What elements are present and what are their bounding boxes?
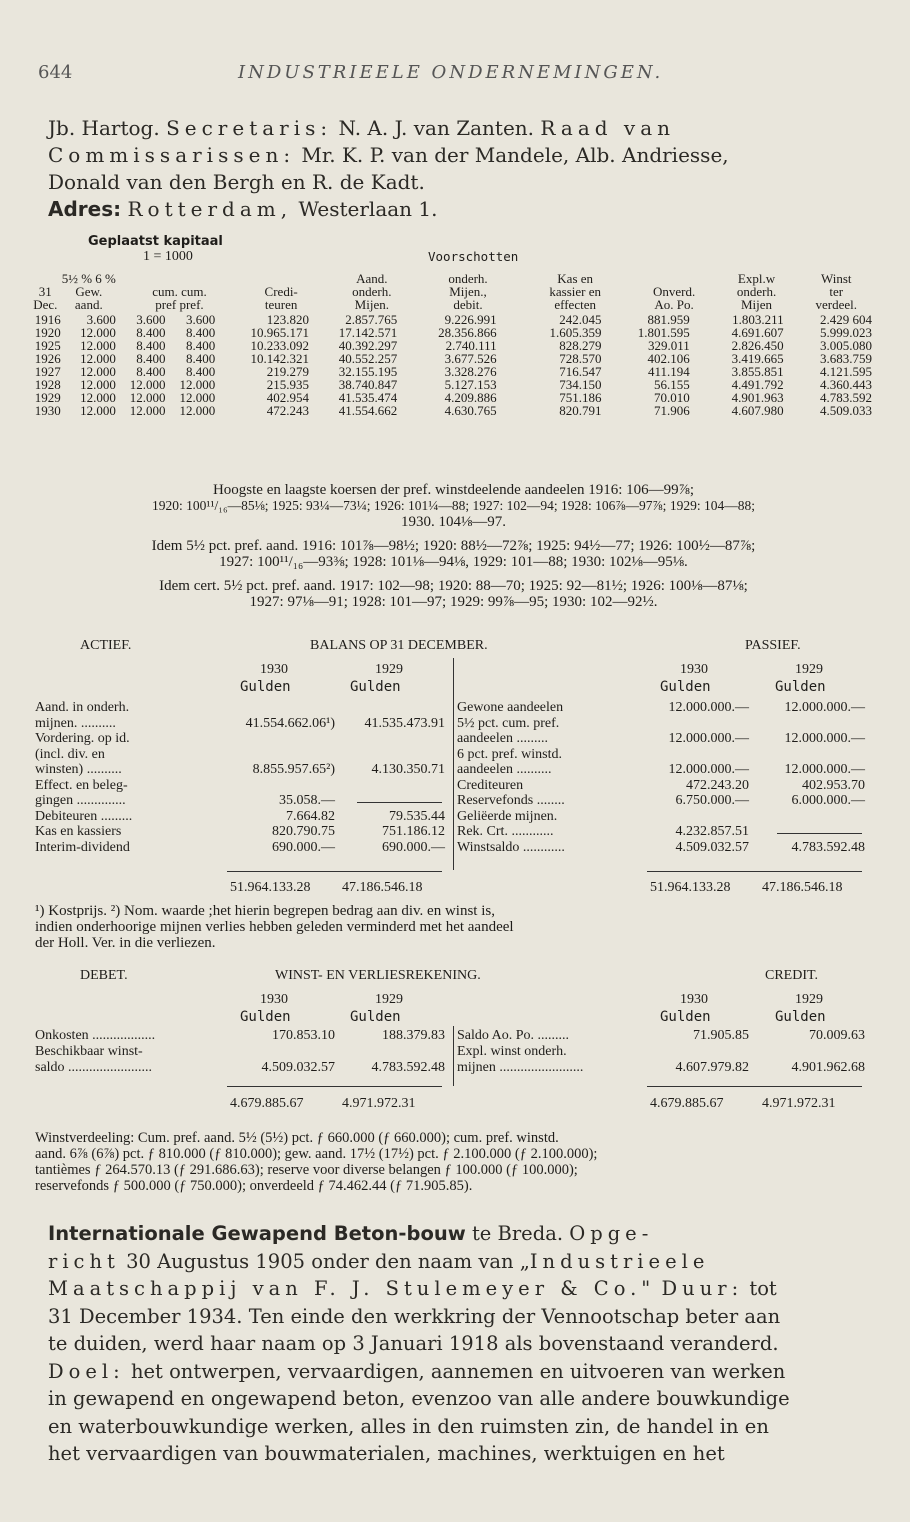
verdeeling-line: reservefonds ƒ 500.000 (ƒ 750.000); onverdeeld ƒ 74.462.44 (ƒ 71.905.85). xyxy=(35,1178,473,1194)
cell: 71.906 xyxy=(654,403,690,418)
item-label: 6 pct. pref. winstd. xyxy=(457,746,562,762)
empty-value-rule xyxy=(777,824,862,834)
intro-text: N. A. J. van Zanten. xyxy=(338,116,535,140)
item-value: 4.783.592.48 xyxy=(371,1060,445,1075)
cell: kassier en xyxy=(549,284,601,299)
cell: 28.356.866 xyxy=(438,325,497,340)
koersen-line: Idem 5½ pct. pref. aand. 1916: 101⅞—98½; 1920: 88½—72⅞; 1925: 94½—77; 1926: 100½—87⅞; xyxy=(151,538,756,554)
cell: 4.607.980 xyxy=(731,403,784,418)
cell: 3.683.759 xyxy=(820,351,872,366)
item-value: 188.379.83 xyxy=(382,1028,445,1043)
column-divider xyxy=(453,1026,454,1086)
year-1929: 1929 xyxy=(375,992,403,1007)
cell: 1916 xyxy=(34,312,61,327)
item-label: Expl. winst onderh. xyxy=(457,1044,567,1059)
passief-label: PASSIEF. xyxy=(745,638,801,653)
balance-title: BALANS OP 31 DECEMBER. xyxy=(310,638,488,653)
pl-title: WINST- EN VERLIESREKENING. xyxy=(275,968,481,983)
cell: 4.509.033 xyxy=(820,403,872,418)
cell: 2.740.111 xyxy=(445,338,497,353)
cell: 12.000 xyxy=(129,403,166,418)
item-label: Winstsaldo ............ xyxy=(457,839,565,855)
entry-line: 31 December 1934. Ten einde den werkkring der Vennootschap beter aan xyxy=(48,1304,781,1328)
cell: 8.400 xyxy=(185,364,216,379)
company-entry xyxy=(48,1220,865,1468)
entry-line: te duiden, werd haar naam op 3 Januari 1918 als bovenstaand veranderd. xyxy=(48,1332,779,1355)
cell: 56.155 xyxy=(654,377,690,392)
cell: effecten xyxy=(554,297,596,312)
item-label: Gewone aandeelen xyxy=(457,700,564,715)
cell: Aand. xyxy=(356,271,388,286)
cell: onderh. xyxy=(736,284,777,299)
capital-header-row xyxy=(32,298,872,311)
cell: 215.935 xyxy=(266,377,309,392)
cell: Mijen., xyxy=(449,284,487,299)
entry-text: het ontwerpen, vervaardigen, aannemen en uitvoeren van werken xyxy=(130,1359,786,1383)
item-value: 4.607.979.82 xyxy=(675,1060,749,1075)
item-value: 170.853.10 xyxy=(272,1028,335,1043)
item-label: Geliëerde mijnen. xyxy=(457,808,558,824)
debet-label: DEBET. xyxy=(80,968,128,983)
footnote-line: der Holl. Ver. in die verliezen. xyxy=(35,935,216,951)
cell: 3.677.526 xyxy=(444,351,497,366)
cell: 734.150 xyxy=(559,377,602,392)
cell: 31 xyxy=(38,284,52,299)
entry-line xyxy=(48,1220,865,1248)
cell: 1920 xyxy=(34,325,61,340)
intro-line-3: Donald van den Bergh en R. de Kadt. xyxy=(48,170,425,194)
cell: 3.600 xyxy=(185,312,216,327)
opgericht-label: richt xyxy=(48,1249,120,1273)
item-value: 70.009.63 xyxy=(809,1028,865,1043)
entry-text: tot xyxy=(749,1277,777,1300)
item-label: aandeelen .......... xyxy=(457,762,552,777)
total-value: 51.964.133.28 xyxy=(650,880,731,895)
duur-label: Duur: xyxy=(661,1277,744,1300)
cell: 472.243 xyxy=(266,403,309,418)
cell: 1.605.359 xyxy=(549,325,602,340)
cell: 10.142.321 xyxy=(250,351,309,366)
item-label: winsten) .......... xyxy=(35,762,122,777)
item-label: Effect. en beleg- xyxy=(35,777,128,793)
item-label: Aand. in onderh. xyxy=(35,700,130,715)
gulden-label: Gulden xyxy=(660,1009,711,1025)
adres-city: Rotterdam, xyxy=(127,197,293,221)
entry-text: Maatschappij van F. J. Stulemeyer & Co." xyxy=(48,1277,656,1300)
item-label: Crediteuren xyxy=(457,777,524,793)
capital-header xyxy=(32,272,872,311)
entry-line: in gewapend en ongewapend beton, evenzoo van alle andere bouwkundige xyxy=(48,1387,790,1410)
cell: onderh. xyxy=(352,284,392,299)
capital-table xyxy=(32,313,872,417)
gulden-label: Gulden xyxy=(350,1009,401,1025)
cell: Gew. xyxy=(75,284,103,299)
secretaris-label: Secretaris: xyxy=(166,116,333,140)
cell: 8.400 xyxy=(185,351,216,366)
item-value: 8.855.957.65²) xyxy=(252,762,335,777)
item-value: 4.232.857.51 xyxy=(675,824,749,839)
footnote-line: indien onderhoorige mijnen verlies hebben geleden verminderd met het aandeel xyxy=(35,919,514,935)
cell: 4.360.443 xyxy=(820,377,872,392)
item-value: 690.000.— xyxy=(272,839,335,855)
cell: 3.855.851 xyxy=(731,364,784,379)
entry-line xyxy=(48,1275,865,1303)
cell: teuren xyxy=(264,297,298,312)
cell: 12.000 xyxy=(80,364,116,379)
commissarissen-label: Commissarissen: xyxy=(48,143,296,167)
cell: 4.783.592 xyxy=(820,390,872,405)
cell: 402.106 xyxy=(647,351,690,366)
cell: 41.554.662 xyxy=(338,403,398,418)
item-value: 4.509.032.57 xyxy=(261,1060,335,1075)
item-value: 820.790.75 xyxy=(272,824,335,839)
company-name: Internationale Gewapend Beton-bouw xyxy=(48,1222,466,1245)
cell: 38.740.847 xyxy=(338,377,398,392)
gulden-label: Gulden xyxy=(240,679,291,695)
gulden-label: Gulden xyxy=(775,679,826,695)
cell: Ao. Po. xyxy=(654,297,694,312)
cell: 716.547 xyxy=(559,364,602,379)
item-value: 41.554.662.06¹) xyxy=(245,715,335,731)
year-1929: 1929 xyxy=(375,662,403,677)
item-value: 12.000.000.— xyxy=(784,700,865,715)
gulden-label: Gulden xyxy=(775,1009,826,1025)
cell: Mijen xyxy=(740,297,773,312)
cell: verdeel. xyxy=(815,297,857,312)
cell: 12.000 xyxy=(80,338,116,353)
item-value: 690.000.— xyxy=(382,839,445,855)
year-1930: 1930 xyxy=(680,992,708,1007)
cell: 8.400 xyxy=(136,338,166,353)
cell: 12.000 xyxy=(80,377,116,392)
cell: 4.691.607 xyxy=(731,325,784,340)
cell: 3.600 xyxy=(86,312,116,327)
cell: 8.400 xyxy=(136,325,166,340)
cell: onderh. xyxy=(448,271,488,286)
cell: 1926 xyxy=(34,351,61,366)
cell: 5.127.153 xyxy=(444,377,497,392)
gulden-label: Gulden xyxy=(350,679,401,695)
cell: 12.000 xyxy=(179,377,216,392)
cell: 828.279 xyxy=(559,338,602,353)
total-rule xyxy=(647,871,862,872)
cell: 8.400 xyxy=(185,338,216,353)
total-rule xyxy=(647,1086,862,1087)
cell: Mijen. xyxy=(354,297,389,312)
total-rule xyxy=(227,1086,442,1087)
cell: 10.965.171 xyxy=(250,325,309,340)
item-value: 751.186.12 xyxy=(382,824,445,839)
item-value: 12.000.000.— xyxy=(668,700,749,715)
page-header xyxy=(38,62,872,86)
item-label: mijnen. .......... xyxy=(35,715,116,731)
koersen-line: Hoogste en laagste koersen der pref. winstdeelende aandeelen 1916: 106—99⅞; xyxy=(212,482,695,498)
verdeeling-line: tantièmes ƒ 264.570.13 (ƒ 291.686.63); reserve voor diverse belangen ƒ 100.000 (ƒ 100.000); xyxy=(35,1162,578,1178)
cell: 5.999.023 xyxy=(820,325,872,340)
item-label: Saldo Ao. Po. ......... xyxy=(457,1028,570,1043)
cell: aand. xyxy=(74,297,103,312)
empty-value-rule xyxy=(357,793,442,803)
cell: 242.045 xyxy=(559,312,602,327)
cell: 12.000 xyxy=(80,403,116,418)
total-value: 51.964.133.28 xyxy=(230,880,311,895)
cell: 728.570 xyxy=(559,351,602,366)
cell: 12.000 xyxy=(129,377,166,392)
cell: Kas en xyxy=(557,271,594,286)
cell: Winst xyxy=(820,271,852,286)
cell: 8.400 xyxy=(136,351,166,366)
item-value: 41.535.473.91 xyxy=(364,715,445,731)
verdeeling-line: Winstverdeeling: Cum. pref. aand. 5½ (5½) pct. ƒ 660.000 (ƒ 660.000); cum. pref. winstd. xyxy=(35,1130,559,1146)
cell: 1.801.595 xyxy=(637,325,690,340)
cell: 12.000 xyxy=(80,390,116,405)
item-value: 472.243.20 xyxy=(686,777,749,793)
verdeeling-line: aand. 6⅞ (6⅞) pct. ƒ 810.000 (ƒ 810.000); gew. aand. 17½ (17½) pct. ƒ 2.100.000 (ƒ 2.100.000); xyxy=(35,1146,598,1162)
cell: 3.419.665 xyxy=(731,351,784,366)
cell: 1927 xyxy=(34,364,61,379)
cell: 41.535.474 xyxy=(338,390,398,405)
item-value: 6.750.000.— xyxy=(675,793,749,808)
cell: 1925 xyxy=(34,338,61,353)
koersen-line: Idem cert. 5½ pct. pref. aand. 1917: 102—98; 1920: 88—70; 1925: 92—81½; 1926: 100⅛—87⅛; xyxy=(159,578,748,594)
item-label: Debiteuren ......... xyxy=(35,808,133,824)
item-value: 7.664.82 xyxy=(286,808,335,824)
doel-label: Doel: xyxy=(48,1359,125,1383)
item-value: 6.000.000.— xyxy=(791,793,865,808)
cell: 411.194 xyxy=(648,364,690,379)
total-value: 47.186.546.18 xyxy=(342,880,423,895)
cell: Credi- xyxy=(264,284,298,299)
cell: 12.000 xyxy=(129,390,166,405)
item-value: 71.905.85 xyxy=(693,1028,749,1043)
item-label: gingen .............. xyxy=(35,793,126,808)
item-label: Interim-dividend xyxy=(35,839,130,855)
cell: 4.901.963 xyxy=(731,390,784,405)
total-value: 47.186.546.18 xyxy=(762,880,843,895)
page-number: 644 xyxy=(38,62,73,83)
item-label: mijnen ........................ xyxy=(457,1060,584,1075)
cell: 402.954 xyxy=(266,390,309,405)
total-value: 4.679.885.67 xyxy=(230,1096,304,1111)
cell: 1928 xyxy=(34,377,61,392)
cell: 820.791 xyxy=(559,403,602,418)
koersen-line: 1930. 104⅛—97. xyxy=(401,514,506,530)
actief-label: ACTIEF. xyxy=(80,638,132,653)
item-label: Rek. Crt. ............ xyxy=(457,824,554,839)
item-value: 12.000.000.— xyxy=(784,762,865,777)
entry-line: en waterbouwkundige werken, alles in den ruimsten zin, de handel in en xyxy=(48,1414,769,1438)
running-title: INDUSTRIEELE ONDERNEMINGEN. xyxy=(238,62,664,83)
cell: 2.826.450 xyxy=(731,338,784,353)
capital-title: Geplaatst kapitaal xyxy=(88,234,223,249)
item-value: 12.000.000.— xyxy=(668,731,749,746)
cell: 1929 xyxy=(34,390,61,405)
cell: 3.328.276 xyxy=(444,364,497,379)
cell: pref pref. xyxy=(155,297,204,312)
entry-text: te Breda. xyxy=(471,1222,564,1245)
cell: Expl.w xyxy=(737,271,776,286)
item-value: 12.000.000.— xyxy=(784,731,865,746)
column-divider xyxy=(453,658,454,870)
koersen-line: 1920: 100¹¹/₁₆—85⅛; 1925: 93¼—73¼; 1926: 101¼—88; 1927: 102—94; 1928: 106⅞—97⅞; 1929: 104—88; xyxy=(152,498,755,513)
entry-text: Industrieele xyxy=(529,1249,710,1273)
year-1930: 1930 xyxy=(680,662,708,677)
total-value: 4.971.972.31 xyxy=(342,1096,416,1111)
adres-street: Westerlaan 1. xyxy=(298,197,438,221)
entry-line xyxy=(48,1248,865,1276)
cell: 8.400 xyxy=(185,325,216,340)
item-label: aandeelen ......... xyxy=(457,731,548,746)
cell: 12.000 xyxy=(179,403,216,418)
entry-text: 30 Augustus 1905 onder den naam van „ xyxy=(126,1249,530,1273)
balance-sheet xyxy=(35,638,875,900)
cell: 2.429 604 xyxy=(820,312,872,327)
item-label: saldo ........................ xyxy=(35,1060,153,1075)
opgericht-label: Opge- xyxy=(569,1222,654,1245)
item-value: 12.000.000.— xyxy=(668,762,749,777)
total-rule xyxy=(227,871,442,872)
item-label: (incl. div. en xyxy=(35,746,105,762)
cell: 329.011 xyxy=(648,338,690,353)
item-label: Kas en kassiers xyxy=(35,824,122,839)
item-value: 4.783.592.48 xyxy=(791,839,865,855)
cell: 2.857.765 xyxy=(345,312,398,327)
year-1930: 1930 xyxy=(260,662,288,677)
adres-label: Adres: xyxy=(48,197,122,221)
entry-line xyxy=(48,1358,865,1386)
address-line xyxy=(48,196,865,223)
cell: 12.000 xyxy=(179,390,216,405)
cell: 3.005.080 xyxy=(820,338,872,353)
gulden-label: Gulden xyxy=(660,679,711,695)
item-label: Beschikbaar winst- xyxy=(35,1044,143,1059)
cell: 8.400 xyxy=(136,364,166,379)
balance-footnotes xyxy=(35,903,872,951)
item-value: 4.901.962.68 xyxy=(791,1060,865,1075)
intro-block xyxy=(48,115,865,223)
cell: 10.233.092 xyxy=(250,338,309,353)
raad-label: Raad van xyxy=(540,116,676,140)
total-value: 4.679.885.67 xyxy=(650,1096,724,1111)
year-1930: 1930 xyxy=(260,992,288,1007)
cell: 40.552.257 xyxy=(338,351,398,366)
cell: 32.155.195 xyxy=(338,364,398,379)
item-label: Vordering. op id. xyxy=(35,731,130,746)
koersen-line: 1927: 97⅛—91; 1928: 101—97; 1929: 99⅞—95; 1930: 102—92½. xyxy=(249,594,658,610)
capital-unit: 1 = 1000 xyxy=(143,249,193,264)
footnote-line: ¹) Kostprijs. ²) Nom. waarde ;het hierin begrepen bedrag aan div. en winst is, xyxy=(35,903,495,919)
cell: 17.142.571 xyxy=(338,325,398,340)
winstverdeeling xyxy=(35,1130,872,1194)
gulden-label: Gulden xyxy=(240,1009,291,1025)
year-1929: 1929 xyxy=(795,662,823,677)
intro-line-1 xyxy=(48,115,865,142)
cell: 12.000 xyxy=(80,351,116,366)
cell: Dec. xyxy=(33,297,58,312)
cell: 4.630.765 xyxy=(444,403,497,418)
koersen-block xyxy=(35,482,872,610)
capital-row xyxy=(32,404,872,417)
item-value: 79.535.44 xyxy=(389,808,445,824)
voorschotten-label: Voorschotten xyxy=(428,249,519,264)
cell: 1.803.211 xyxy=(732,312,784,327)
item-label: Reservefonds ........ xyxy=(457,793,565,808)
cell: 3.600 xyxy=(136,312,166,327)
year-1929: 1929 xyxy=(795,992,823,1007)
cell: 123.820 xyxy=(266,312,309,327)
cell: debit. xyxy=(453,297,483,312)
cell: 1930 xyxy=(34,403,61,418)
total-value: 4.971.972.31 xyxy=(762,1096,836,1111)
cell: cum. cum. xyxy=(152,284,207,299)
item-label: Onkosten .................. xyxy=(35,1028,156,1043)
intro-text: Jb. Hartog. xyxy=(48,116,160,140)
profit-loss-account xyxy=(35,968,875,1118)
cell: 751.186 xyxy=(559,390,602,405)
entry-line: het vervaardigen van bouwmaterialen, machines, werktuigen en het xyxy=(48,1442,725,1465)
cell: 9.226.991 xyxy=(444,312,497,327)
item-value: 402.953.70 xyxy=(802,777,865,793)
cell: 881.959 xyxy=(647,312,690,327)
intro-line-2 xyxy=(48,142,865,169)
item-label: 5½ pct. cum. pref. xyxy=(457,715,560,731)
item-value: 35.058.— xyxy=(279,793,335,808)
cell: ter xyxy=(829,284,844,299)
item-value: 4.130.350.71 xyxy=(371,762,445,777)
intro-text: Mr. K. P. van der Mandele, Alb. Andriesse, xyxy=(301,143,729,167)
cell: 4.209.886 xyxy=(444,390,497,405)
cell: 5½ % 6 % xyxy=(61,271,116,286)
cell: 4.121.595 xyxy=(820,364,872,379)
cell: 70.010 xyxy=(654,390,690,405)
cell: 219.279 xyxy=(266,364,309,379)
cell: 4.491.792 xyxy=(731,377,784,392)
cell: Onverd. xyxy=(652,284,696,299)
item-value: 4.509.032.57 xyxy=(675,839,749,855)
cell: 40.392.297 xyxy=(338,338,398,353)
credit-label: CREDIT. xyxy=(765,968,819,983)
cell: 12.000 xyxy=(80,325,116,340)
koersen-line: 1927: 100¹¹/₁₆—93⅜; 1928: 101⅛—94⅛, 1929: 101—88; 1930: 102⅛—95⅛. xyxy=(219,554,688,570)
